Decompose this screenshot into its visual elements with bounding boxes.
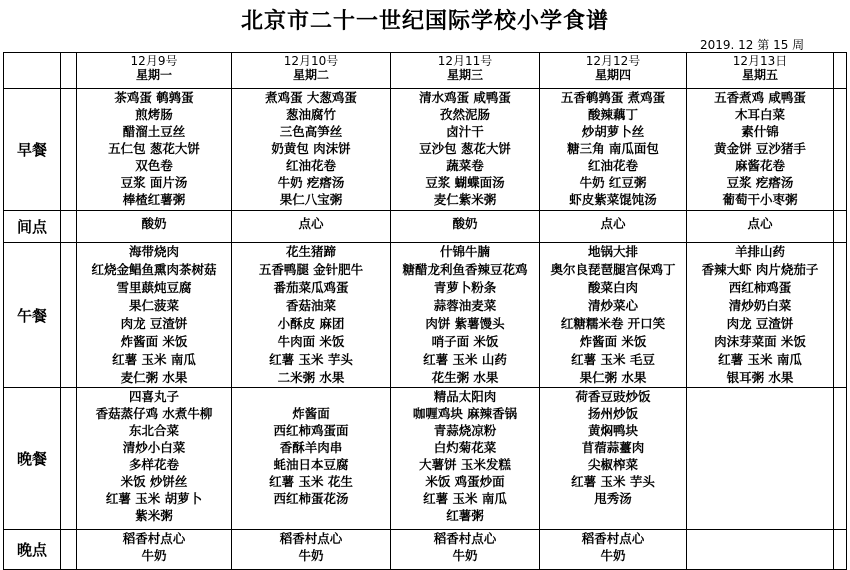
- menu-item: 奶黄包 肉沫饼: [271, 141, 351, 156]
- menu-item: 咖喱鸡块 麻辣香锅: [412, 406, 518, 421]
- menu-item: 小酥皮 麻团: [277, 316, 345, 331]
- day-weekday: 星期一: [135, 68, 172, 82]
- day-date: 12月10号: [283, 54, 339, 68]
- menu-item: 孜然泥肠: [439, 107, 490, 122]
- menu-item: 炸酱面 米饭: [120, 334, 188, 349]
- day-header: [232, 53, 391, 89]
- menu-item: 牛奶: [141, 548, 167, 563]
- meal-label: 早餐: [4, 89, 61, 211]
- menu-item: 海带烧肉: [128, 244, 179, 259]
- menu-cell: [391, 388, 540, 530]
- menu-cell: [687, 211, 834, 243]
- menu-item: 奥尔良琵琶腿宫保鸡丁: [550, 262, 676, 277]
- menu-item: 五香煮鸡 咸鸭蛋: [714, 90, 806, 105]
- menu-item: 清水鸡蛋 咸鸭蛋: [419, 90, 511, 105]
- menu-item: 牛奶 疙瘩汤: [277, 175, 345, 190]
- menu-item: 紫米粥: [135, 508, 173, 523]
- menu-item: 麦仁粥 水果: [120, 370, 188, 385]
- menu-item: 香菇油菜: [285, 298, 336, 313]
- menu-item: 番茄菜瓜鸡蛋: [273, 280, 349, 295]
- menu-table: [3, 52, 847, 570]
- menu-item: 棒楂红薯粥: [122, 192, 186, 207]
- menu-item: 豆浆 面片汤: [120, 175, 188, 190]
- menu-item: 青蒜烧凉粉: [433, 423, 497, 438]
- menu-item: 东北合菜: [128, 423, 179, 438]
- menu-item: 蒜蓉油麦菜: [433, 298, 497, 313]
- menu-item: 果仁粥 水果: [579, 370, 647, 385]
- menu-item: 尖椒榨菜: [587, 457, 638, 472]
- menu-item: 扬州炒饭: [587, 406, 638, 421]
- meal-label: 晚餐: [4, 388, 61, 530]
- dinner-row: [4, 388, 847, 530]
- menu-item: 稻香村点心: [433, 531, 497, 546]
- menu-cell: [540, 89, 687, 211]
- menu-item: 羊排山药: [734, 244, 785, 259]
- menu-item: 花生猪蹄: [285, 244, 336, 259]
- menu-item: 红薯 玉米 芋头: [571, 474, 655, 489]
- day-weekday: 星期三: [446, 68, 483, 82]
- menu-item: 点心: [600, 216, 626, 231]
- trailing-cell: [834, 53, 847, 89]
- menu-item: 哨子面 米饭: [431, 334, 499, 349]
- menu-item: 红薯粥: [446, 508, 484, 523]
- menu-item: 酸奶: [452, 216, 478, 231]
- menu-item: 红油花卷: [285, 158, 336, 173]
- menu-item: 红薯 玉米 南瓜: [112, 352, 196, 367]
- trailing-cell: [834, 243, 847, 388]
- menu-cell: [687, 388, 834, 530]
- menu-cell: [391, 89, 540, 211]
- menu-item: 果仁菠菜: [128, 298, 179, 313]
- menu-item: 煮鸡蛋 大葱鸡蛋: [265, 90, 357, 105]
- spacer-cell: [61, 89, 77, 211]
- menu-cell: [77, 211, 232, 243]
- menu-item: 花生粥 水果: [431, 370, 499, 385]
- menu-cell: [232, 89, 391, 211]
- menu-item: 肉龙 豆渣饼: [726, 316, 794, 331]
- page-title: 北京市二十一世纪国际学校小学食谱: [240, 8, 609, 34]
- menu-item: 红薯 玉米 芋头: [269, 352, 353, 367]
- menu-item: 酸辣藕丁: [587, 107, 638, 122]
- menu-cell: [687, 89, 834, 211]
- day-weekday: 星期二: [292, 68, 329, 82]
- menu-item: 青萝卜粉条: [433, 280, 497, 295]
- menu-item: 蔬菜卷: [446, 158, 484, 173]
- menu-item: 五香鹌鹑蛋 煮鸡蛋: [560, 90, 666, 105]
- menu-item: 糖三角 南瓜面包: [567, 141, 659, 156]
- menu-item: 肉饼 紫薯馒头: [425, 316, 505, 331]
- menu-item: 葡萄干小枣粥: [722, 192, 798, 207]
- day-header: [391, 53, 540, 89]
- menu-item: 红油花卷: [587, 158, 638, 173]
- menu-cell: [540, 388, 687, 530]
- menu-item: 果仁八宝粥: [279, 192, 343, 207]
- menu-item: 麻酱花卷: [734, 158, 785, 173]
- corner-cell: [4, 53, 61, 89]
- menu-item: 红薯 玉米 山药: [423, 352, 507, 367]
- menu-item: [232, 388, 390, 405]
- menu-item: 糖醋龙利鱼香辣豆花鸡: [402, 262, 528, 277]
- menu-cell: [391, 211, 540, 243]
- menu-item: 米饭 鸡蛋炒面: [425, 474, 505, 489]
- menu-item: 红烧金鲳鱼熏肉茶树菇: [91, 262, 217, 277]
- menu-item: 荷香豆豉炒饭: [575, 389, 651, 404]
- menu-item: 红薯 玉米 南瓜: [423, 491, 507, 506]
- trailing-cell: [834, 89, 847, 211]
- day-header: [687, 53, 834, 89]
- menu-item: 肉龙 豆渣饼: [120, 316, 188, 331]
- menu-item: 雪里蕻炖豆腐: [116, 280, 192, 295]
- menu-item: 什锦牛腩: [439, 244, 490, 259]
- menu-cell: [77, 89, 232, 211]
- menu-item: 虾皮紫菜馄饨汤: [569, 192, 657, 207]
- menu-cell: [687, 243, 834, 388]
- lunch-row: [4, 243, 847, 388]
- menu-item: 米饭 炒饼丝: [120, 474, 188, 489]
- menu-item: 酸菜白肉: [587, 280, 638, 295]
- menu-item: 西红柿鸡蛋: [728, 280, 792, 295]
- menu-item: 炒胡萝卜丝: [581, 124, 645, 139]
- menu-item: 地锅大排: [587, 244, 638, 259]
- menu-item: 红糖糯米卷 开口笑: [560, 316, 666, 331]
- menu-item: 红薯 玉米 毛豆: [571, 352, 655, 367]
- day-weekday: 星期四: [594, 68, 631, 82]
- menu-item: 稻香村点心: [122, 531, 186, 546]
- menu-item: 精品太阳肉: [433, 389, 497, 404]
- menu-cell: [540, 243, 687, 388]
- menu-item: 银耳粥 水果: [726, 370, 794, 385]
- menu-item: 卤汁干: [446, 124, 484, 139]
- menu-item: 豆浆 疙瘩汤: [726, 175, 794, 190]
- menu-item: 二米粥 水果: [277, 370, 345, 385]
- menu-item: 木耳白菜: [734, 107, 785, 122]
- menu-item: 清炒小白菜: [122, 440, 186, 455]
- week-label: 2019. 12 第 15 周: [700, 38, 805, 52]
- menu-item: 豆浆 蝴蝶面汤: [425, 175, 505, 190]
- spacer-cell: [61, 243, 77, 388]
- menu-item: 炸酱面 米饭: [579, 334, 647, 349]
- menu-item: 牛奶: [452, 548, 478, 563]
- menu-cell: [232, 211, 391, 243]
- spacer-cell: [61, 388, 77, 530]
- menu-item: 豆沙包 葱花大饼: [419, 141, 511, 156]
- menu-item: 牛奶: [298, 548, 324, 563]
- menu-item: 甩秀汤: [594, 491, 632, 506]
- menu-item: 点心: [298, 216, 324, 231]
- menu-item: 酸奶: [141, 216, 167, 231]
- menu-item: 五仁包 葱花大饼: [108, 141, 200, 156]
- menu-cell: [232, 243, 391, 388]
- day-date: 12月11号: [437, 54, 493, 68]
- menu-cell: [540, 211, 687, 243]
- snack-row: [4, 211, 847, 243]
- menu-item: 西红柿鸡蛋面: [273, 423, 349, 438]
- menu-item: 清炒菜心: [587, 298, 638, 313]
- menu-item: 红薯 玉米 南瓜: [718, 352, 802, 367]
- menu-item: 蚝油日本豆腐: [273, 457, 349, 472]
- menu-cell: [232, 388, 391, 530]
- day-header: [540, 53, 687, 89]
- menu-item: 香菇蒸仔鸡 水煮牛柳: [95, 406, 213, 421]
- menu-item: 稻香村点心: [279, 531, 343, 546]
- menu-item: 苜蓿蒜薹肉: [581, 440, 645, 455]
- menu-item: 炸酱面: [292, 406, 330, 421]
- menu-item: 素什锦: [741, 124, 779, 139]
- meal-label: 间点: [4, 211, 61, 243]
- spacer-cell: [61, 53, 77, 89]
- breakfast-row: [4, 89, 847, 211]
- menu-item: 点心: [747, 216, 773, 231]
- day-header: [77, 53, 232, 89]
- day-date: 12月12号: [585, 54, 641, 68]
- menu-item: 香辣大虾 肉片烧茄子: [701, 262, 819, 277]
- menu-item: 五香鸭腿 金针肥牛: [258, 262, 364, 277]
- trailing-cell: [834, 388, 847, 530]
- trailing-cell: [834, 211, 847, 243]
- menu-cell: [391, 243, 540, 388]
- menu-item: 葱油腐竹: [285, 107, 336, 122]
- menu-item: 醋溜土豆丝: [122, 124, 186, 139]
- header-row: [4, 53, 847, 89]
- menu-item: 黄金饼 豆沙猪手: [714, 141, 806, 156]
- meal-label: 午餐: [4, 243, 61, 388]
- menu-cell: [77, 388, 232, 530]
- day-weekday: 星期五: [741, 68, 778, 82]
- spacer-cell: [61, 211, 77, 243]
- menu-cell: [77, 243, 232, 388]
- menu-item: 大薯饼 玉米发糕: [419, 457, 511, 472]
- menu-item: 牛奶: [600, 548, 626, 563]
- meal-label: 晚点: [4, 530, 61, 570]
- menu-item: 清炒奶白菜: [728, 298, 792, 313]
- menu-item: 三色高笋丝: [279, 124, 343, 139]
- menu-item: 稻香村点心: [581, 531, 645, 546]
- menu-item: 红薯 玉米 胡萝卜: [105, 491, 203, 506]
- menu-item: 黄焖鸭块: [587, 423, 638, 438]
- day-date: 12月13日: [732, 54, 788, 68]
- menu-item: 双色卷: [135, 158, 173, 173]
- menu-item: 红薯 玉米 花生: [269, 474, 353, 489]
- menu-item: 牛奶 红豆粥: [579, 175, 647, 190]
- menu-item: 香酥羊肉串: [279, 440, 343, 455]
- menu-item: 牛肉面 米饭: [277, 334, 345, 349]
- menu-item: 茶鸡蛋 鹌鹑蛋: [114, 90, 194, 105]
- menu-item: 麦仁紫米粥: [433, 192, 497, 207]
- menu-item: 四喜丸子: [128, 389, 179, 404]
- menu-item: 多样花卷: [128, 457, 179, 472]
- menu-item: 西红柿蛋花汤: [273, 491, 349, 506]
- menu-item: 煎烤肠: [135, 107, 173, 122]
- menu-item: 肉沫芽菜面 米饭: [714, 334, 806, 349]
- menu-item: 白灼菊花菜: [433, 440, 497, 455]
- day-date: 12月9号: [130, 54, 178, 68]
